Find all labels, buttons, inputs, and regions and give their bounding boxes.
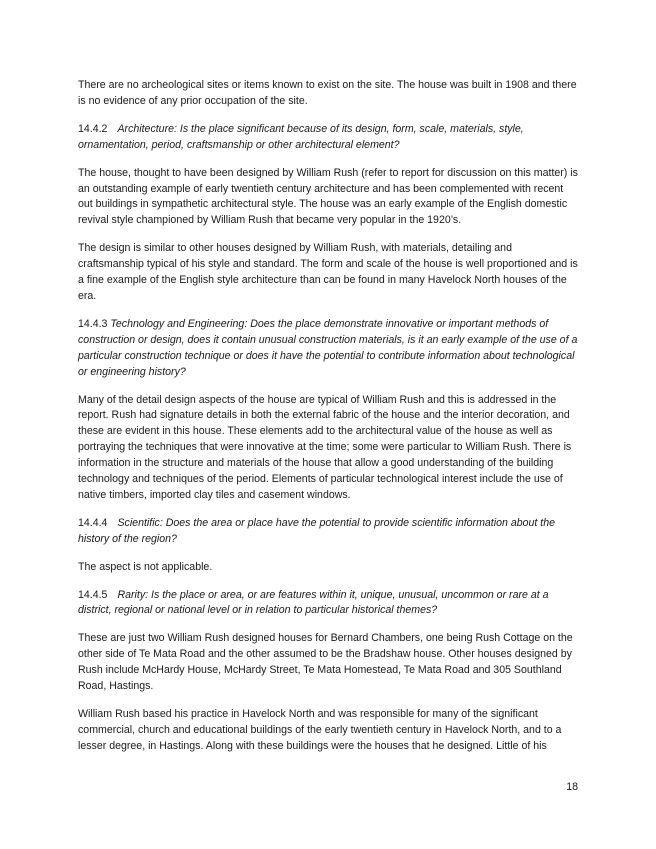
heading-technology-number: 14.4.3 xyxy=(78,317,108,330)
paragraph-technology: Many of the detail design aspects of the house are typical of William Rush and this is addressed in the report. Rush had signature details in both the external fabric of the house and the interior decoration, and these are evident in this house. These elements add to the architectural value of the house as well as portraying the techniques that were innovative at the time; some were particular to William Rush. There is information in the structure and materials of the house that allow a good understanding of the building technology and techniques of the period. Elements of particular technological interest include the use of native timbers, imported clay tiles and casement windows. xyxy=(78,393,572,501)
paragraph-rarity-1: These are just two William Rush designed houses for Bernard Chambers, one being Rush Cottage on the other side of Te Mata Road and the other assumed to be the Bradshaw house. Other houses designed by Rush include McHardy House, McHardy Street, Te Mata Homestead, Te Mata Road and 305 Southland Road, Hastings. xyxy=(78,632,573,693)
heading-scientific xyxy=(78,516,578,548)
heading-technology-text: Technology and Engineering: Does the place demonstrate innovative or important methods of construction or design, does it contain unusual construction materials, is it an early example of the use of a particular construction technique or does it have the potential to contribute information about technological or engineering history? xyxy=(78,317,578,378)
heading-architecture-text: Architecture: Is the place significant because of its design, form, scale, materials, style, ornamentation, period, craftsmanship or other architectural element? xyxy=(78,122,524,151)
paragraph-rarity-2: William Rush based his practice in Havelock North and was responsible for many of the significant commercial, church and educational buildings of the early twentieth century in Havelock North, and to a lesser degree, in Hastings. Along with these buildings were the houses that he designed. Little of his xyxy=(78,708,562,752)
heading-architecture xyxy=(78,122,578,154)
page-body xyxy=(78,78,578,767)
page-number: 18 xyxy=(566,781,578,793)
paragraph-scientific: The aspect is not applicable. xyxy=(78,560,213,573)
paragraph-archeology: There are no archeological sites or items known to exist on the site. The house was built in 1908 and there is no evidence of any prior occupation of the site. xyxy=(78,79,577,107)
paragraph-architecture-2: The design is similar to other houses designed by William Rush, with materials, detailing and craftsmanship typical of his style and standard. The form and scale of the house is well proportioned and is a fine example of the English style architecture than can be found in many Havelock North houses of the era. xyxy=(78,242,578,302)
heading-technology xyxy=(78,317,578,381)
heading-rarity-text: Rarity: Is the place or area, or are features within it, unique, unusual, uncommon or rare at a district, regional or national level or in relation to particular historical themes? xyxy=(78,588,549,617)
heading-architecture-number: 14.4.2 xyxy=(78,122,108,135)
paragraph-architecture-1: The house, thought to have been designed by William Rush (refer to report for discussion on this matter) is an outstanding example of early twentieth century architecture and has been complemented with recent out buildings in sympathetic architectural style. The house was an early example of the English domestic revival style championed by William Rush that became very popular in the 1920’s. xyxy=(78,166,578,227)
heading-rarity-number: 14.4.5 xyxy=(78,588,108,601)
heading-rarity xyxy=(78,588,578,620)
heading-scientific-text: Scientific: Does the area or place have the potential to provide scientific information about the history of the region? xyxy=(78,516,556,545)
heading-scientific-number: 14.4.4 xyxy=(78,516,108,529)
